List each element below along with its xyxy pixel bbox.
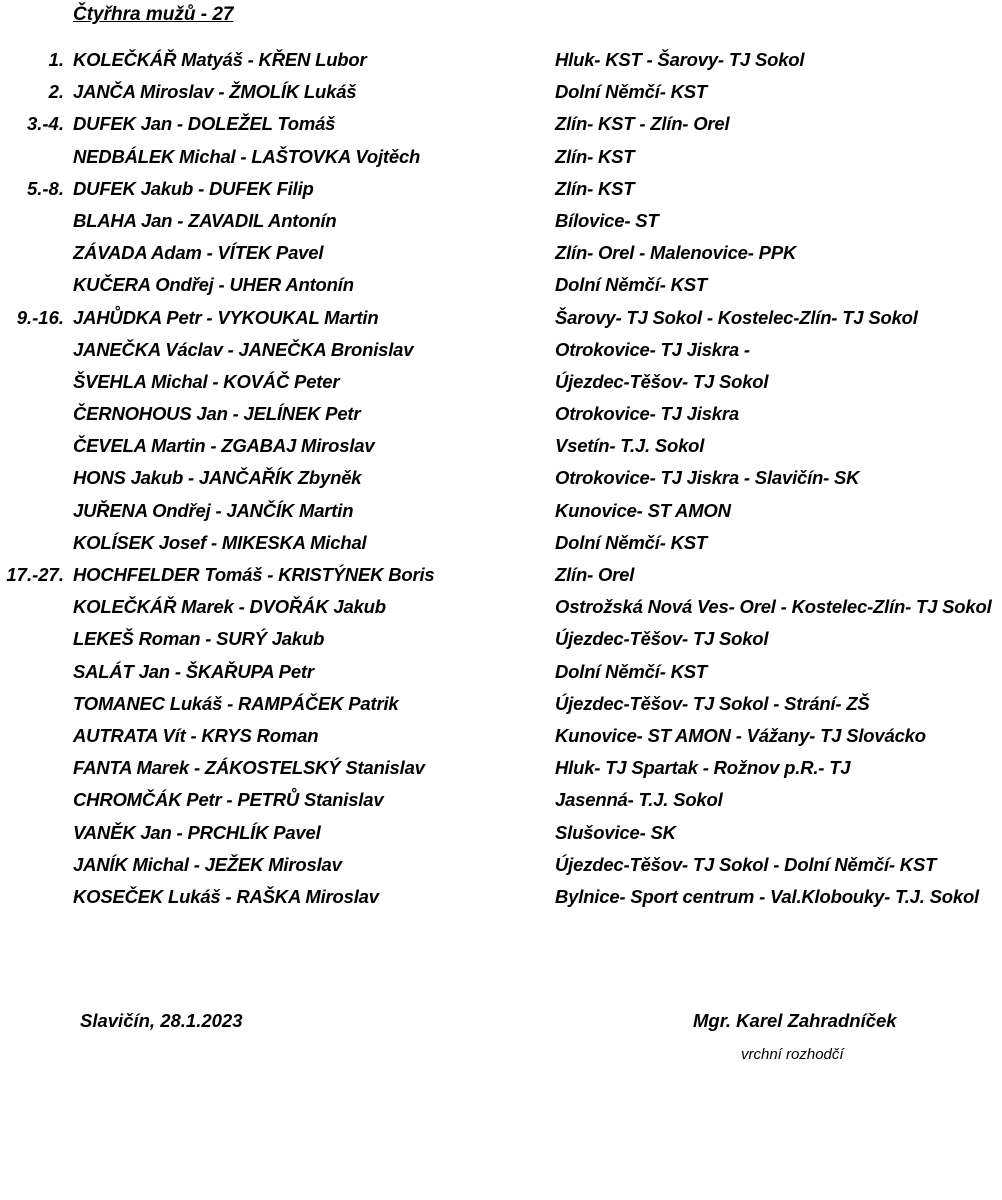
result-row [0, 689, 1002, 721]
result-players: KOLÍSEK Josef - MIKESKA Michal [73, 531, 367, 553]
result-row [0, 238, 1002, 270]
referee-role: vrchní rozhodčí [741, 1046, 844, 1063]
result-row [0, 109, 1002, 141]
result-players: VANĚK Jan - PRCHLÍK Pavel [73, 821, 321, 843]
result-players: ČEVELA Martin - ZGABAJ Miroslav [73, 435, 375, 457]
result-row [0, 142, 1002, 174]
result-clubs: Dolní Němčí- KST [555, 274, 708, 296]
result-clubs: Bílovice- ST [555, 209, 659, 231]
result-players: SALÁT Jan - ŠKAŘUPA Petr [73, 660, 314, 682]
result-clubs: Ostrožská Nová Ves- Orel - Kostelec-Zlín- TJ Sokol [555, 596, 992, 618]
result-row [0, 721, 1002, 753]
place-and-date: Slavičín, 28.1.2023 [80, 1010, 243, 1031]
result-clubs: Otrokovice- TJ Jiskra - Slavičín- SK [555, 467, 860, 489]
result-players: DUFEK Jakub - DUFEK Filip [73, 177, 314, 199]
result-row [0, 657, 1002, 689]
result-clubs: Vsetín- T.J. Sokol [555, 435, 705, 457]
result-clubs: Dolní Němčí- KST [555, 531, 708, 553]
result-row [0, 45, 1002, 77]
result-row [0, 303, 1002, 335]
result-players: KOSEČEK Lukáš - RAŠKA Miroslav [73, 885, 379, 907]
result-clubs: Zlín- Orel [555, 564, 635, 585]
result-clubs: Dolní Němčí- KST [555, 81, 708, 103]
results-list [0, 45, 1002, 914]
result-players: AUTRATA Vít - KRYS Roman [73, 724, 319, 746]
result-clubs: Hluk- KST - Šarovy- TJ Sokol [555, 49, 805, 70]
document-title: Čtyřhra mužů - 27 [73, 4, 234, 25]
result-players: HOCHFELDER Tomáš - KRISTÝNEK Boris [73, 564, 435, 585]
result-clubs: Újezdec-Těšov- TJ Sokol - Strání- ZŠ [555, 692, 870, 714]
result-clubs: Zlín- KST [555, 145, 635, 167]
result-players: KUČERA Ondřej - UHER Antonín [73, 274, 354, 296]
result-row [0, 431, 1002, 463]
result-clubs: Otrokovice- TJ Jiskra - [555, 338, 750, 360]
result-row [0, 399, 1002, 431]
result-players: CHROMČÁK Petr - PETRŮ Stanislav [73, 789, 384, 811]
result-row [0, 174, 1002, 206]
result-players: ŠVEHLA Michal - KOVÁČ Peter [73, 370, 340, 392]
result-players: JAHŮDKA Petr - VYKOUKAL Martin [73, 306, 379, 328]
result-rank: 2. [48, 81, 64, 103]
result-players: JANČA Miroslav - ŽMOLÍK Lukáš [73, 81, 357, 103]
result-players: JUŘENA Ondřej - JANČÍK Martin [73, 499, 354, 521]
result-row [0, 367, 1002, 399]
result-clubs: Otrokovice- TJ Jiskra [555, 403, 739, 425]
result-players: HONS Jakub - JANČAŘÍK Zbyněk [73, 467, 362, 489]
result-rank: 3.-4. [26, 113, 64, 135]
result-clubs: Jasenná- T.J. Sokol [555, 789, 723, 811]
result-players: NEDBÁLEK Michal - LAŠTOVKA Vojtěch [73, 145, 421, 167]
result-players: LEKEŠ Roman - SURÝ Jakub [73, 628, 325, 650]
result-clubs: Újezdec-Těšov- TJ Sokol [555, 628, 769, 650]
result-rank: 17.-27. [6, 564, 64, 585]
result-row [0, 753, 1002, 785]
result-row [0, 528, 1002, 560]
result-players: FANTA Marek - ZÁKOSTELSKÝ Stanislav [73, 757, 425, 779]
result-clubs: Slušovice- SK [555, 821, 676, 843]
result-row [0, 818, 1002, 850]
result-rank: 5.-8. [26, 177, 64, 199]
result-players: ZÁVADA Adam - VÍTEK Pavel [73, 242, 324, 264]
referee-name: Mgr. Karel Zahradníček [693, 1010, 897, 1031]
result-row [0, 77, 1002, 109]
result-clubs: Hluk- TJ Spartak - Rožnov p.R.- TJ [555, 757, 851, 779]
result-row [0, 270, 1002, 302]
result-clubs: Zlín- KST - Zlín- Orel [555, 113, 730, 135]
result-clubs: Dolní Němčí- KST [555, 660, 708, 682]
result-clubs: Bylnice- Sport centrum - Val.Klobouky- T.J. Sokol [555, 885, 979, 907]
result-players: DUFEK Jan - DOLEŽEL Tomáš [73, 113, 336, 135]
result-players: JANÍK Michal - JEŽEK Miroslav [73, 853, 342, 875]
result-players: TOMANEC Lukáš - RAMPÁČEK Patrik [73, 692, 399, 714]
result-rank: 1. [48, 49, 64, 70]
result-clubs: Zlín- KST [555, 177, 635, 199]
result-rank: 9.-16. [16, 306, 64, 328]
result-row [0, 850, 1002, 882]
result-clubs: Újezdec-Těšov- TJ Sokol - Dolní Němčí- KST [555, 853, 937, 875]
result-row [0, 624, 1002, 656]
result-clubs: Újezdec-Těšov- TJ Sokol [555, 370, 769, 392]
result-players: ČERNOHOUS Jan - JELÍNEK Petr [73, 403, 361, 425]
result-players: BLAHA Jan - ZAVADIL Antonín [73, 209, 337, 231]
result-clubs: Zlín- Orel - Malenovice- PPK [555, 242, 797, 264]
result-row [0, 560, 1002, 592]
result-clubs: Kunovice- ST AMON - Vážany- TJ Slovácko [555, 724, 926, 746]
result-row [0, 785, 1002, 817]
result-row [0, 463, 1002, 495]
result-clubs: Kunovice- ST AMON [555, 499, 731, 521]
result-clubs: Šarovy- TJ Sokol - Kostelec-Zlín- TJ Sokol [555, 306, 918, 328]
result-players: JANEČKA Václav - JANEČKA Bronislav [73, 338, 414, 360]
result-row [0, 335, 1002, 367]
result-row [0, 882, 1002, 914]
result-row [0, 496, 1002, 528]
result-row [0, 206, 1002, 238]
result-row [0, 592, 1002, 624]
result-players: KOLEČKÁŘ Matyáš - KŘEN Lubor [73, 49, 367, 70]
result-players: KOLEČKÁŘ Marek - DVOŘÁK Jakub [73, 596, 386, 618]
